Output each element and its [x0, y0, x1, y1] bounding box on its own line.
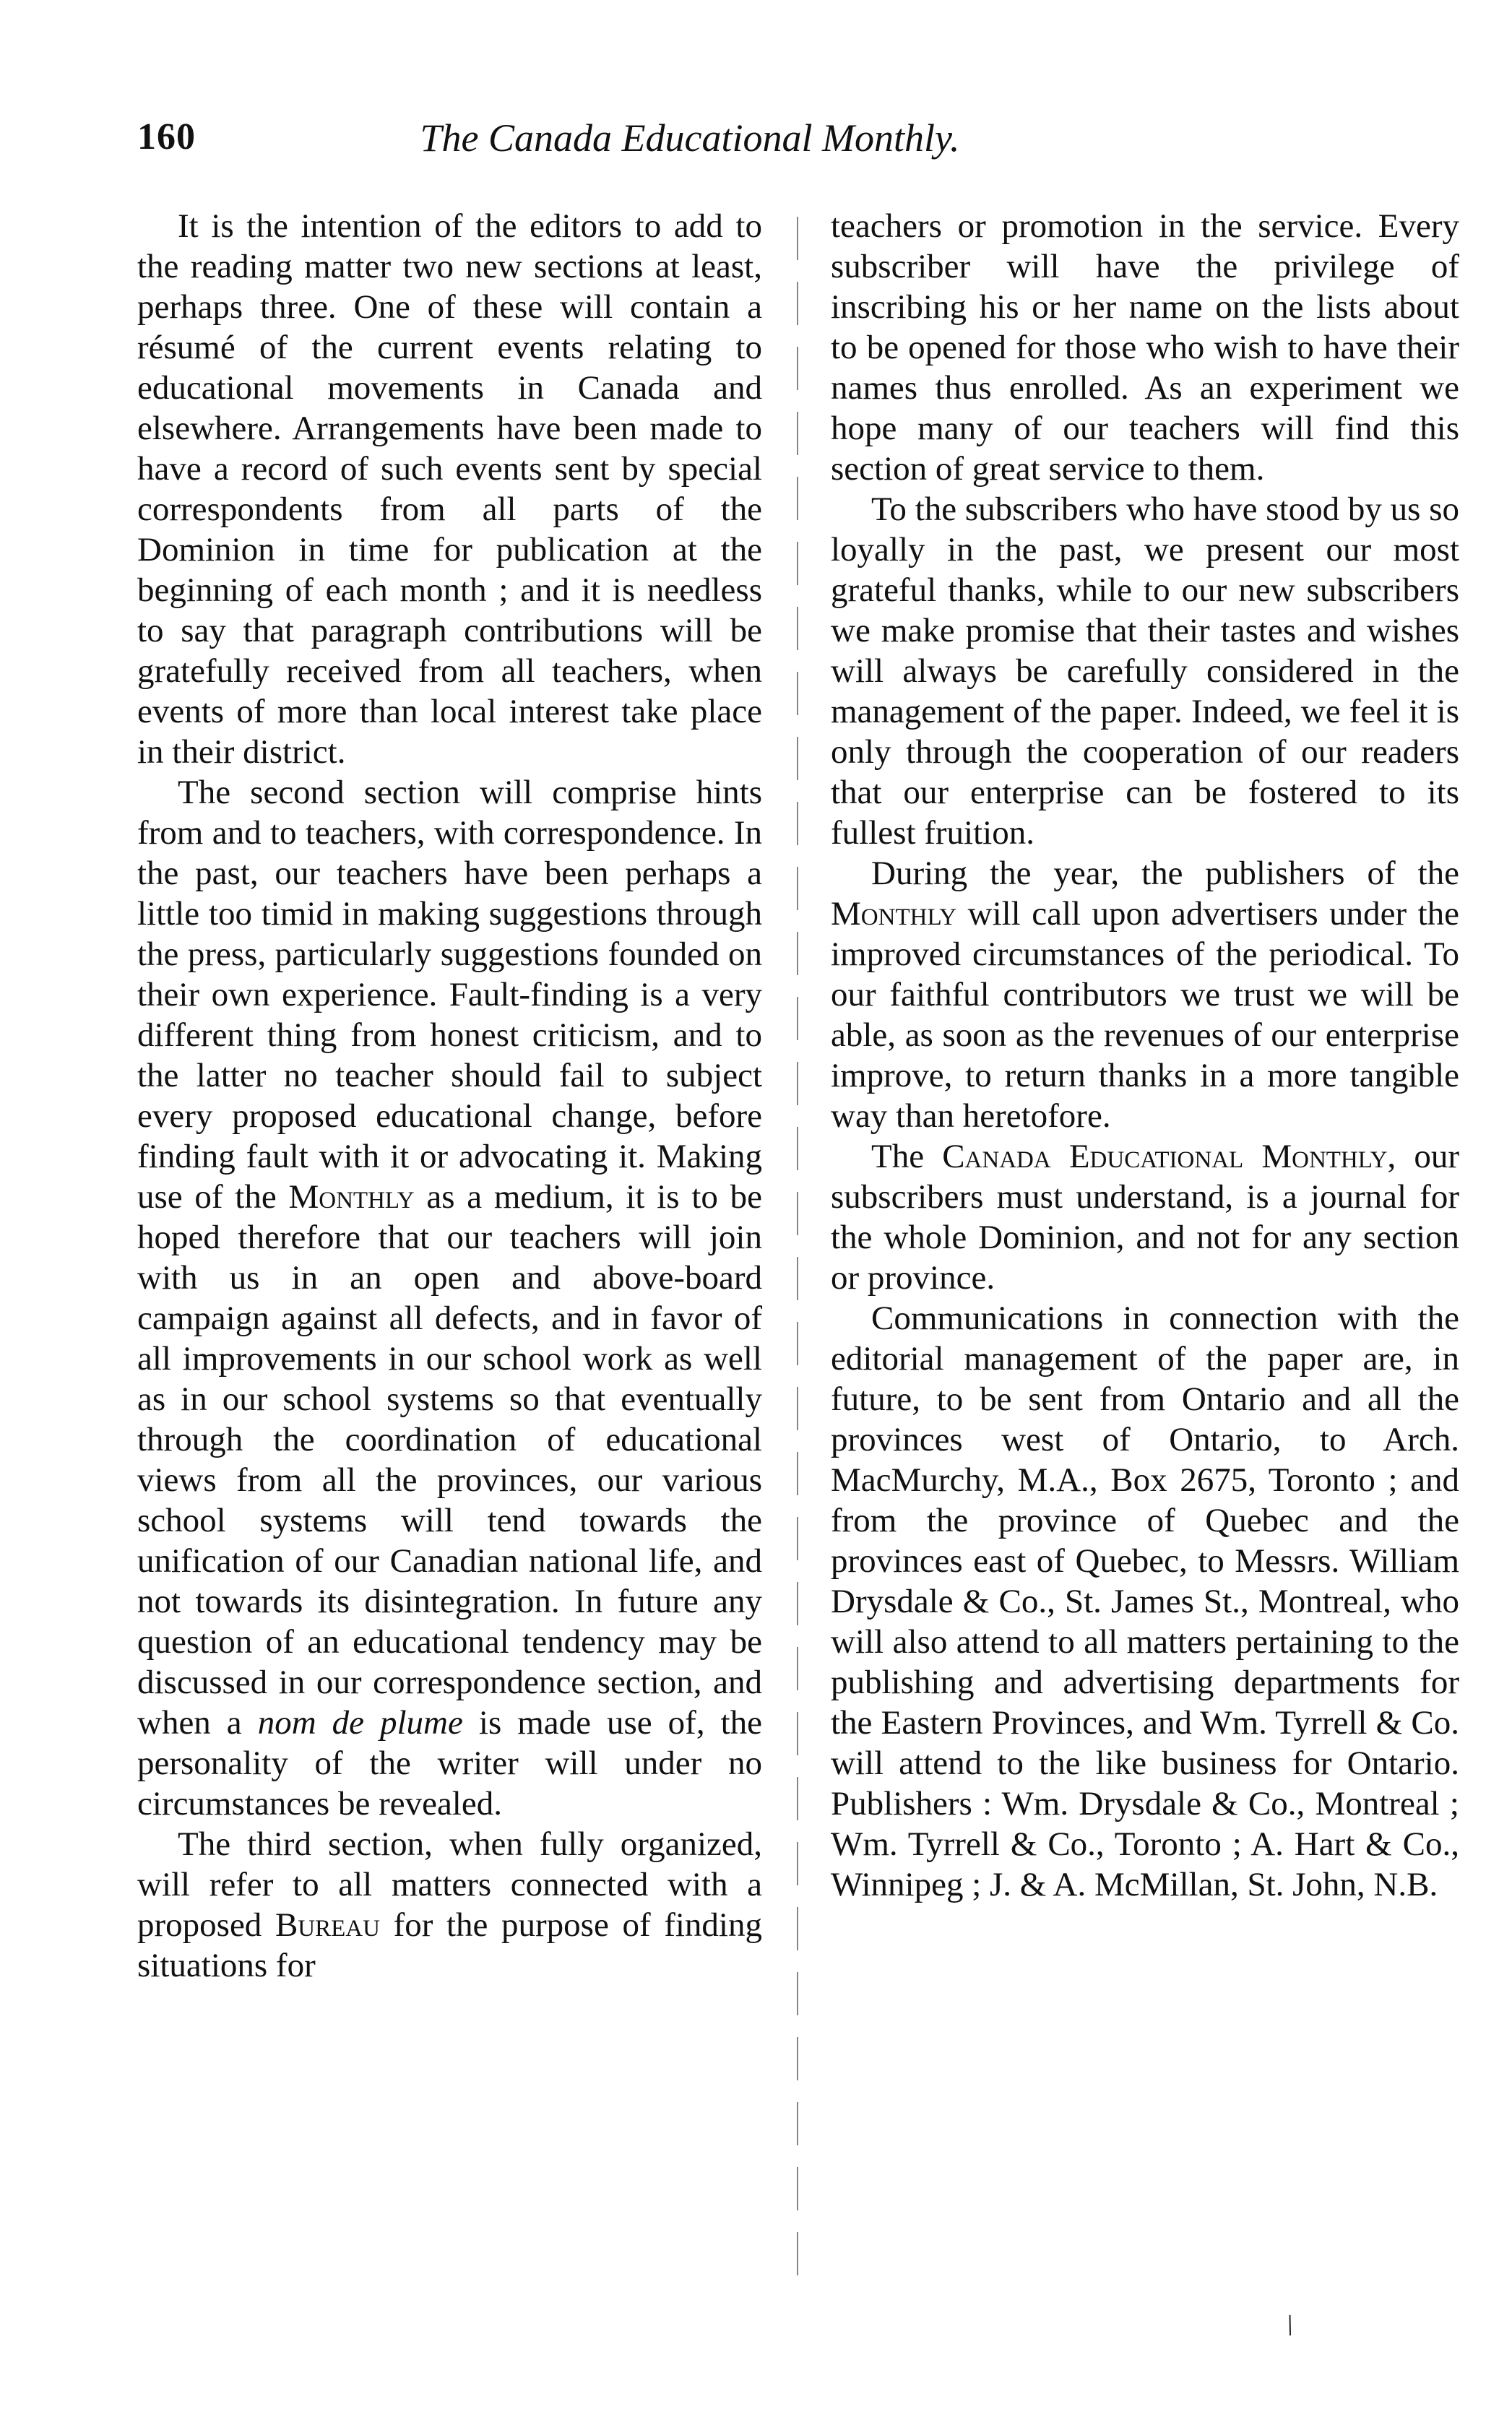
text-run: will call upon advertisers under the improved circumstances of the periodical. To our faithful contributors we trust we will be able, as soon as the revenues of our enterprise improve, to return thanks in a more tangible way than heretofore. [831, 895, 1459, 1135]
right-column [831, 206, 1459, 1905]
paragraph-journal [831, 1136, 1459, 1298]
paragraph-second-section [137, 772, 762, 1824]
page-header [137, 116, 1185, 173]
monthly-small-caps: Monthly [831, 895, 957, 933]
text-run: for the purpose of finding situations for [137, 1906, 762, 1984]
paragraph-intention: It is the intention of the editors to add to the reading matter two new sections at least, perhaps three. One of these will contain a résumé of the current events relating to educational movements in Canada and elsewhere. Arrangements have been made to have a record of such events sent by special correspondents from all parts of the Dominion in time for publication at the beginning of each month ; and it is needless to say that paragraph contributions will be gratefully received from all teachers, when events of more than local interest take place in their district. [137, 207, 762, 771]
column-divider [797, 217, 798, 2290]
pencil-mark: / [1280, 2308, 1300, 2342]
text-run: The second section will comprise hints from and to teachers, with correspondence. In the past, our teachers have been perhaps a little too timid in making suggestions through the press, particularly suggestions founded on their own experience. Fault-finding is a very different thing from honest criticism, and to the latter no teacher should fail to subject every proposed educational change, before finding fault with it or advocating it. Making use of the [137, 774, 762, 1216]
nom-de-plume-italic: nom de plume [257, 1704, 463, 1742]
running-head-title: The Canada Educational Monthly. [420, 116, 960, 160]
text-run: The third section, when fully organized, will refer to all matters connected with a proposed [137, 1825, 762, 1944]
paragraph-third-section [137, 1824, 762, 1986]
paragraph-thanks: To the subscribers who have stood by us so loyally in the past, we present our most grateful thanks, while to our new subscribers we make promise that their tastes and wishes will always be carefully considered in the management of the paper. Indeed, we feel it is only through the cooperation of our readers that our enterprise can be fostered to its fullest fruition. [831, 490, 1459, 852]
monthly-small-caps: Monthly [288, 1178, 415, 1216]
text-run: The [871, 1138, 943, 1175]
text-run: is made use of, the personality of the writer will under no circumstances be revealed. [137, 1704, 763, 1823]
text-run: as a medium, it is to be hoped therefore that our teachers will join with us in an open and above-board campaign against all defects, and in favor of all improvements in our school work as well as in our school systems so that eventually through the coordination of educational views from all the provinces, our various school systems will tend towards the unification of our Canadian national life, and not towards its disintegration. In future any question of an educational tendency may be discussed in our correspondence section, and when a [137, 1178, 762, 1742]
bureau-small-caps: Bureau [275, 1906, 380, 1944]
left-column [137, 206, 762, 1986]
paragraph-publishers [831, 853, 1459, 1136]
journal-title-small-caps: Canada Educational Monthly [942, 1138, 1388, 1175]
page-number: 160 [137, 116, 196, 157]
paragraph-communications: Communications in connection with the editorial management of the paper are, in future, to be sent from Ontario and all the provinces west of Ontario, to Arch. MacMurchy, M.A., Box 2675, Toronto ; and from the province of Quebec and the provinces east of Quebec, to Messrs. William Drysdale & Co., St. James St., Montreal, who will also attend to all matters pertaining to the publishing and advertising departments for the Eastern Provinces, and Wm. Tyrrell & Co. will attend to the like business for Ontario. Publishers : Wm. Drysdale & Co., Montreal ; Wm. Tyrrell & Co., Toronto ; A. Hart & Co., Winnipeg ; J. & A. McMillan, St. John, N.B. [831, 1300, 1459, 1903]
text-run: , our subscribers must understand, is a journal for the whole Dominion, and not for any section or province. [831, 1138, 1459, 1297]
text-run: During the year, the publishers of the [871, 855, 1459, 892]
paragraph-continued: teachers or promotion in the service. Every subscriber will have the privilege of inscribing his or her name on the lists about to be opened for those who wish to have their names thus enrolled. As an experiment we hope many of our teachers will find this section of great service to them. [831, 207, 1459, 488]
